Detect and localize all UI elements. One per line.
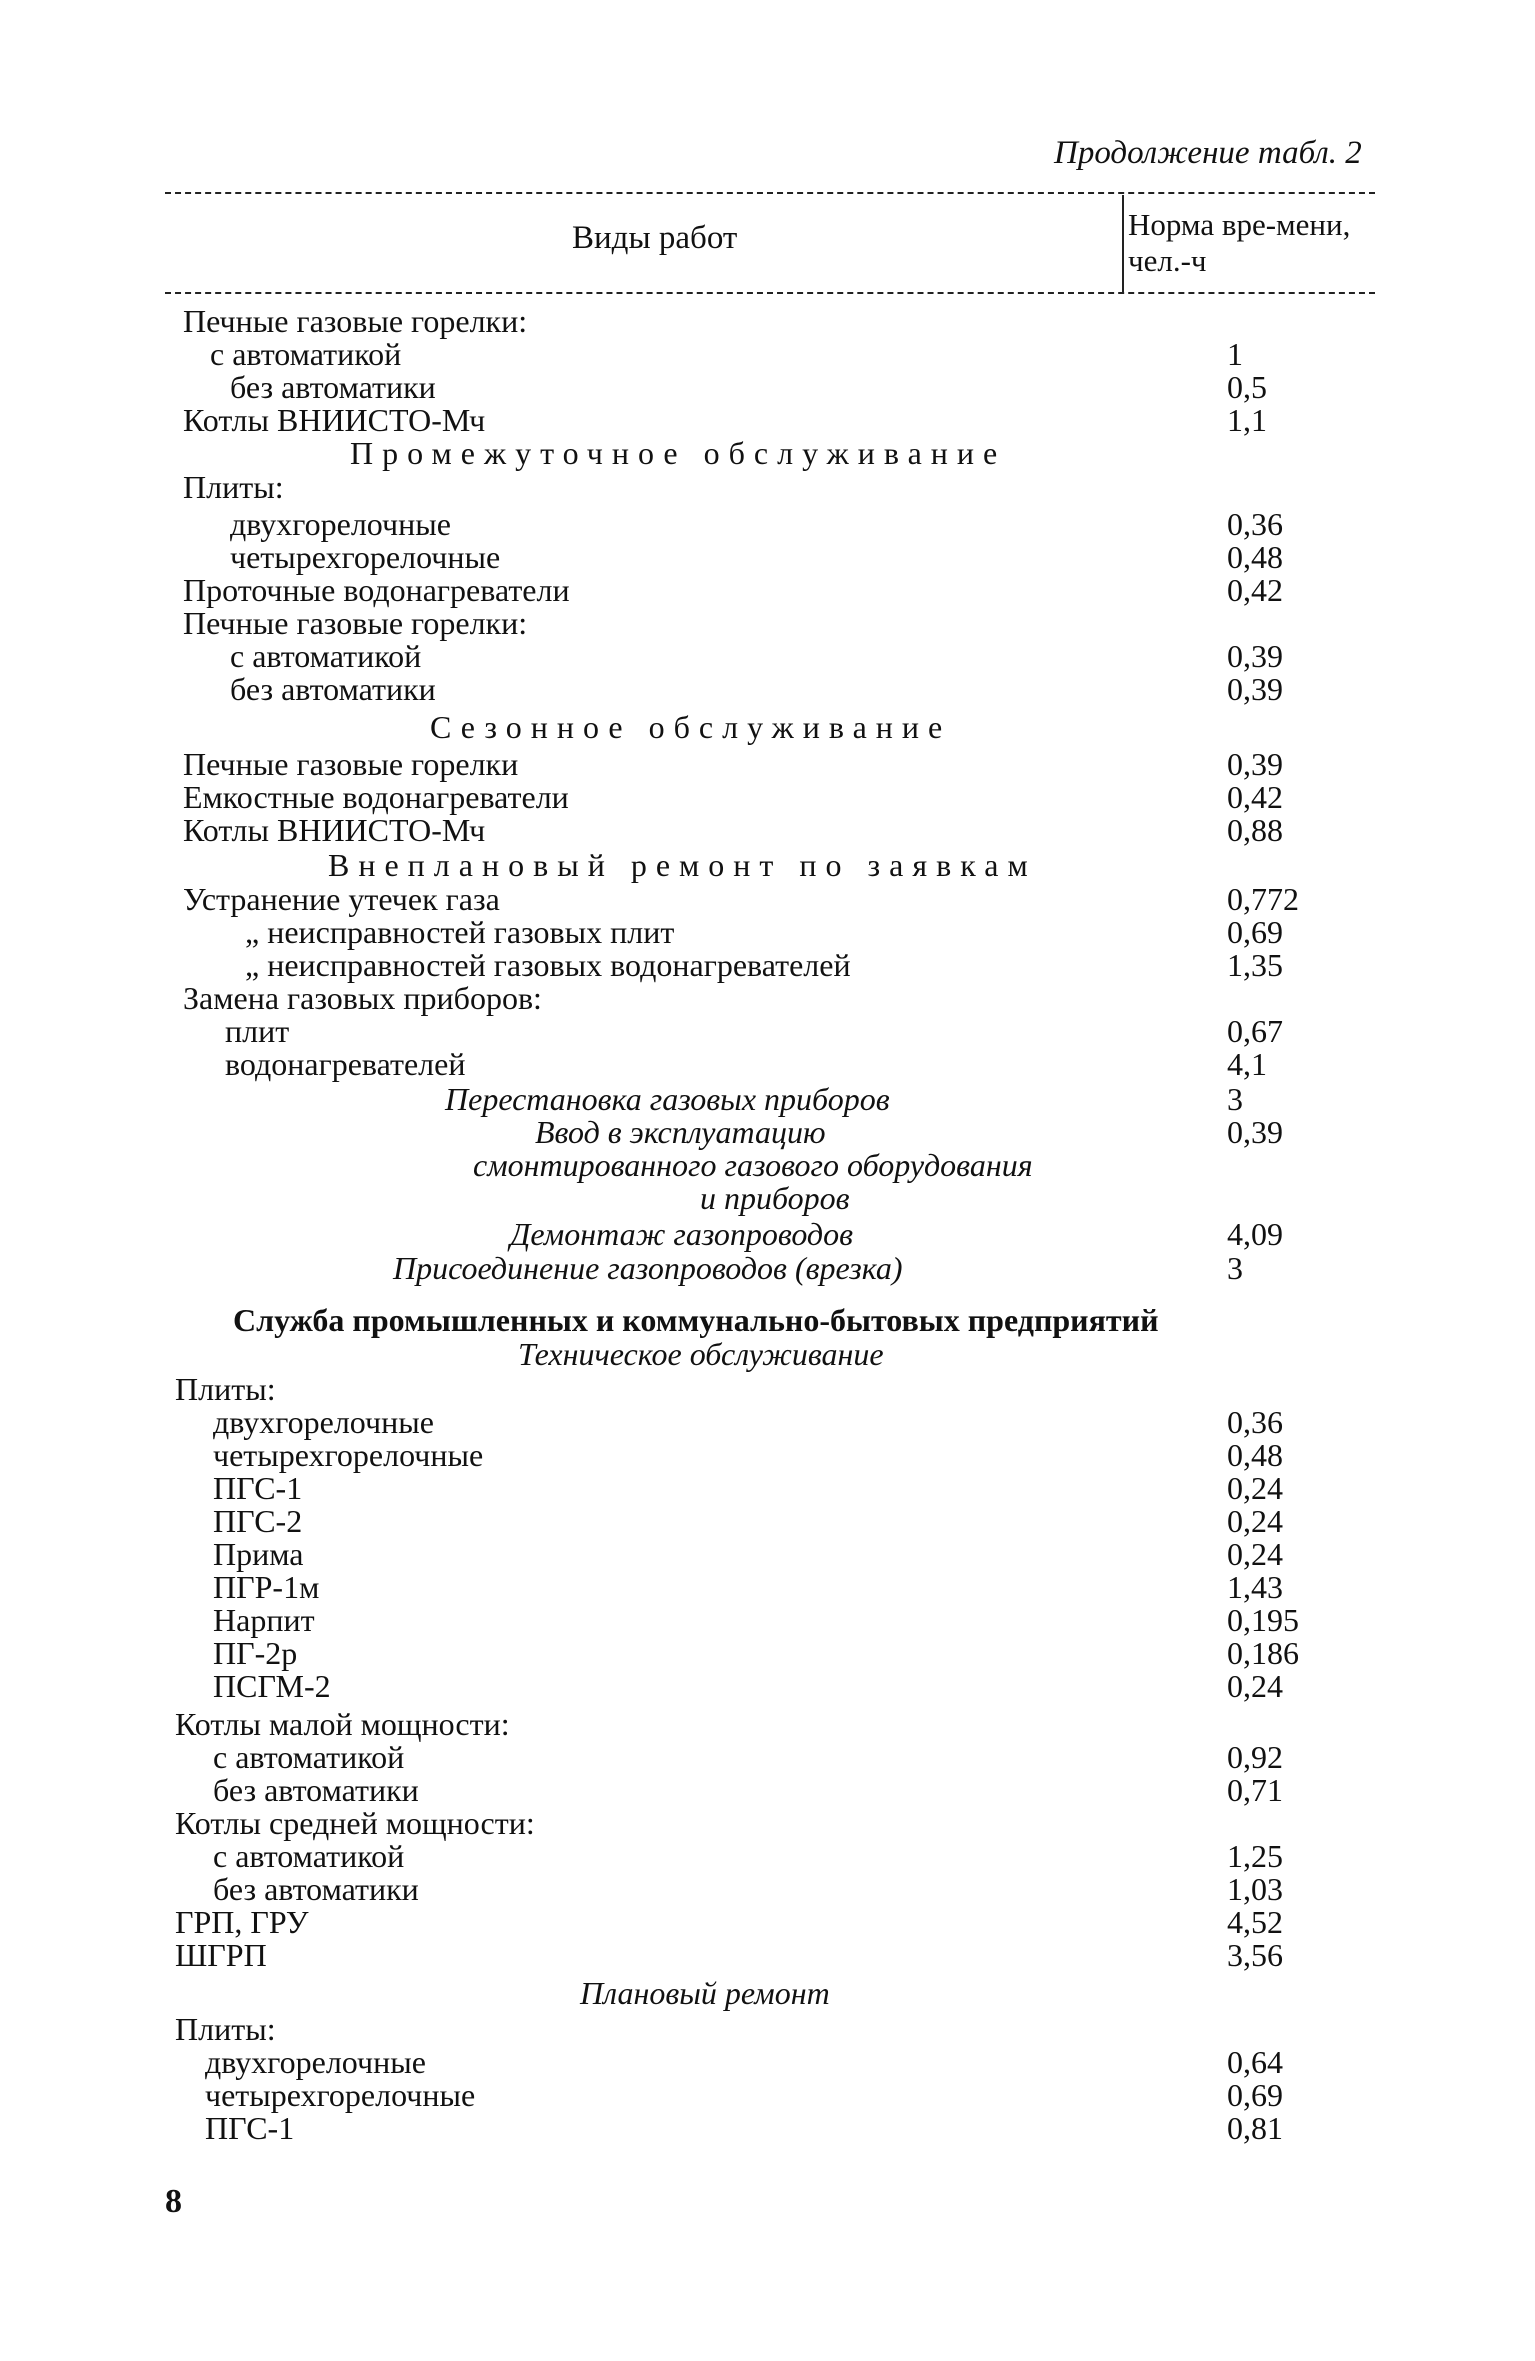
table-row bbox=[0, 1570, 1535, 1604]
row-label: Ввод в эксплуатацию bbox=[535, 1114, 826, 1150]
column-header-work-type: Виды работ bbox=[572, 220, 738, 256]
row-value: 0,24 bbox=[1227, 1503, 1283, 1539]
row-value: 4,09 bbox=[1227, 1216, 1283, 1252]
row-value: 1,25 bbox=[1227, 1838, 1283, 1874]
table-row bbox=[0, 337, 1535, 371]
table-row bbox=[0, 304, 1535, 338]
row-value: 0,186 bbox=[1227, 1635, 1299, 1671]
row-label: и приборов bbox=[700, 1180, 850, 1216]
row-label: без автоматики bbox=[230, 369, 436, 405]
table-row bbox=[0, 2012, 1535, 2046]
row-label: ПСГМ-2 bbox=[213, 1668, 331, 1704]
table-row bbox=[0, 606, 1535, 640]
row-label: Печные газовые горелки: bbox=[183, 605, 528, 641]
row-label: ПГС-1 bbox=[205, 2110, 295, 2146]
row-label: „ неисправностей газовых плит bbox=[245, 914, 675, 950]
row-value: 0,42 bbox=[1227, 779, 1283, 815]
table-row bbox=[0, 2111, 1535, 2145]
table-row bbox=[0, 1537, 1535, 1571]
table-row bbox=[0, 1707, 1535, 1741]
row-label: ШГРП bbox=[175, 1937, 267, 1973]
table-header-rule bbox=[165, 292, 1375, 294]
row-value: 0,39 bbox=[1227, 671, 1283, 707]
row-label: ПГ-2р bbox=[213, 1635, 298, 1671]
table-row bbox=[0, 1372, 1535, 1406]
row-value: 0,42 bbox=[1227, 572, 1283, 608]
row-label: без автоматики bbox=[230, 671, 436, 707]
row-value: 0,69 bbox=[1227, 2077, 1283, 2113]
row-label: двухгорелочные bbox=[230, 506, 451, 542]
row-label: ПГС-1 bbox=[213, 1470, 303, 1506]
section-heading bbox=[0, 710, 1535, 744]
table-row bbox=[0, 2045, 1535, 2079]
table-row bbox=[0, 747, 1535, 781]
row-value: 0,48 bbox=[1227, 539, 1283, 575]
row-label: двухгорелочные bbox=[205, 2044, 426, 2080]
row-label: с автоматикой bbox=[213, 1739, 405, 1775]
table-row bbox=[0, 1014, 1535, 1048]
row-label: Присоединение газопроводов (врезка) bbox=[393, 1250, 903, 1286]
row-value: 0,24 bbox=[1227, 1668, 1283, 1704]
row-label: четырехгорелочные bbox=[230, 539, 501, 575]
table-row bbox=[0, 1603, 1535, 1637]
table-row bbox=[0, 1740, 1535, 1774]
table-row bbox=[0, 639, 1535, 673]
row-label: Перестановка газовых приборов bbox=[445, 1081, 890, 1117]
row-value: 3 bbox=[1227, 1250, 1243, 1286]
row-label: Прима bbox=[213, 1536, 304, 1572]
row-label: Демонтаж газопроводов bbox=[510, 1216, 853, 1252]
section-heading-label: Плановый ремонт bbox=[580, 1975, 830, 2011]
row-value: 0,64 bbox=[1227, 2044, 1283, 2080]
row-value: 4,1 bbox=[1227, 1046, 1267, 1082]
row-value: 3 bbox=[1227, 1081, 1243, 1117]
table-row bbox=[0, 370, 1535, 404]
section-heading-label: Техническое обслуживание bbox=[518, 1336, 884, 1372]
section-heading-label: Сезонное обслуживание bbox=[430, 709, 952, 745]
table-row bbox=[0, 403, 1535, 437]
table-row bbox=[0, 1636, 1535, 1670]
service-heading bbox=[0, 1303, 1535, 1337]
row-value: 0,48 bbox=[1227, 1437, 1283, 1473]
row-value: 1 bbox=[1227, 336, 1243, 372]
table-row bbox=[0, 1504, 1535, 1538]
row-value: 1,03 bbox=[1227, 1871, 1283, 1907]
row-label: „ неисправностей газовых водонагревателей bbox=[245, 947, 851, 983]
section-heading-label: Промежуточное обслуживание bbox=[350, 435, 1007, 471]
row-label: ПГР-1м bbox=[213, 1569, 320, 1605]
table-row bbox=[0, 981, 1535, 1015]
table-row bbox=[0, 1773, 1535, 1807]
row-label: Плиты: bbox=[175, 2011, 276, 2047]
table-row bbox=[0, 1181, 1535, 1215]
row-value: 0,24 bbox=[1227, 1536, 1283, 1572]
row-label: Плиты: bbox=[183, 469, 284, 505]
table-row bbox=[0, 2078, 1535, 2112]
row-label: Устранение утечек газа bbox=[183, 881, 500, 917]
row-label: без автоматики bbox=[213, 1871, 419, 1907]
table-row bbox=[0, 573, 1535, 607]
page-number: 8 bbox=[165, 2183, 182, 2220]
row-value: 0,39 bbox=[1227, 1114, 1283, 1150]
row-label: Печные газовые горелки bbox=[183, 746, 519, 782]
row-label: четырехгорелочные bbox=[205, 2077, 476, 2113]
row-label: ГРП, ГРУ bbox=[175, 1904, 309, 1940]
row-value: 0,92 bbox=[1227, 1739, 1283, 1775]
table-row bbox=[0, 948, 1535, 982]
row-value: 1,43 bbox=[1227, 1569, 1283, 1605]
table-row bbox=[0, 672, 1535, 706]
section-heading bbox=[0, 1976, 1535, 2010]
table-row bbox=[0, 1148, 1535, 1182]
row-label: двухгорелочные bbox=[213, 1404, 434, 1440]
row-label: Котлы средней мощности: bbox=[175, 1805, 535, 1841]
table-top-rule bbox=[165, 192, 1375, 194]
section-heading bbox=[0, 1337, 1535, 1371]
table-row bbox=[0, 813, 1535, 847]
header-column-divider bbox=[1122, 195, 1124, 293]
row-value: 0,195 bbox=[1227, 1602, 1299, 1638]
section-heading-label: Внеплановый ремонт по заявкам bbox=[328, 847, 1037, 883]
section-heading bbox=[0, 848, 1535, 882]
row-label: Замена газовых приборов: bbox=[183, 980, 542, 1016]
row-label: водонагревателей bbox=[225, 1046, 466, 1082]
table-row bbox=[0, 1047, 1535, 1081]
section-heading bbox=[0, 436, 1535, 470]
row-label: Котлы ВНИИСТО-Мч bbox=[183, 812, 486, 848]
row-label: Нарпит bbox=[213, 1602, 315, 1638]
row-value: 0,39 bbox=[1227, 746, 1283, 782]
row-label: Котлы ВНИИСТО-Мч bbox=[183, 402, 486, 438]
table-row bbox=[0, 882, 1535, 916]
table-row bbox=[0, 1905, 1535, 1939]
table-row bbox=[0, 1115, 1535, 1149]
row-label: Проточные водонагреватели bbox=[183, 572, 570, 608]
row-label: Котлы малой мощности: bbox=[175, 1706, 510, 1742]
row-label: без автоматики bbox=[213, 1772, 419, 1808]
table-row bbox=[0, 1438, 1535, 1472]
row-value: 0,69 bbox=[1227, 914, 1283, 950]
table-row bbox=[0, 1251, 1535, 1285]
table-row bbox=[0, 470, 1535, 504]
row-value: 0,88 bbox=[1227, 812, 1283, 848]
row-value: 4,52 bbox=[1227, 1904, 1283, 1940]
row-label: плит bbox=[225, 1013, 290, 1049]
row-value: 3,56 bbox=[1227, 1937, 1283, 1973]
table-row bbox=[0, 1217, 1535, 1251]
row-label: с автоматикой bbox=[213, 1838, 405, 1874]
row-value: 0,71 bbox=[1227, 1772, 1283, 1808]
row-label: Печные газовые горелки: bbox=[183, 303, 528, 339]
row-label: Плиты: bbox=[175, 1371, 276, 1407]
row-value: 0,5 bbox=[1227, 369, 1267, 405]
row-value: 0,67 bbox=[1227, 1013, 1283, 1049]
row-value: 1,1 bbox=[1227, 402, 1267, 438]
row-value: 0,39 bbox=[1227, 638, 1283, 674]
row-label: смонтированного газового оборудования bbox=[473, 1147, 1033, 1183]
table-row bbox=[0, 1669, 1535, 1703]
row-value: 0,36 bbox=[1227, 1404, 1283, 1440]
table-row bbox=[0, 1806, 1535, 1840]
continuation-title: Продолжение табл. 2 bbox=[1054, 135, 1362, 171]
row-value: 0,36 bbox=[1227, 506, 1283, 542]
service-heading-label: Служба промышленных и коммунально-бытовых предприятий bbox=[233, 1302, 1159, 1338]
table-row bbox=[0, 1938, 1535, 1972]
table-row bbox=[0, 540, 1535, 574]
row-label: с автоматикой bbox=[230, 638, 422, 674]
table-row bbox=[0, 1839, 1535, 1873]
row-label: Емкостные водонагреватели bbox=[183, 779, 569, 815]
table-row bbox=[0, 1405, 1535, 1439]
table-row bbox=[0, 780, 1535, 814]
table-row bbox=[0, 1872, 1535, 1906]
row-value: 0,772 bbox=[1227, 881, 1299, 917]
table-row bbox=[0, 915, 1535, 949]
row-label: ПГС-2 bbox=[213, 1503, 303, 1539]
table-row bbox=[0, 507, 1535, 541]
row-value: 0,24 bbox=[1227, 1470, 1283, 1506]
table-row bbox=[0, 1471, 1535, 1505]
row-value: 0,81 bbox=[1227, 2110, 1283, 2146]
column-header-time-norm: Норма вре-мени, чел.-ч bbox=[1128, 207, 1351, 278]
table-row bbox=[0, 1082, 1535, 1116]
row-label: четырехгорелочные bbox=[213, 1437, 484, 1473]
row-label: с автоматикой bbox=[210, 336, 402, 372]
row-value: 1,35 bbox=[1227, 947, 1283, 983]
